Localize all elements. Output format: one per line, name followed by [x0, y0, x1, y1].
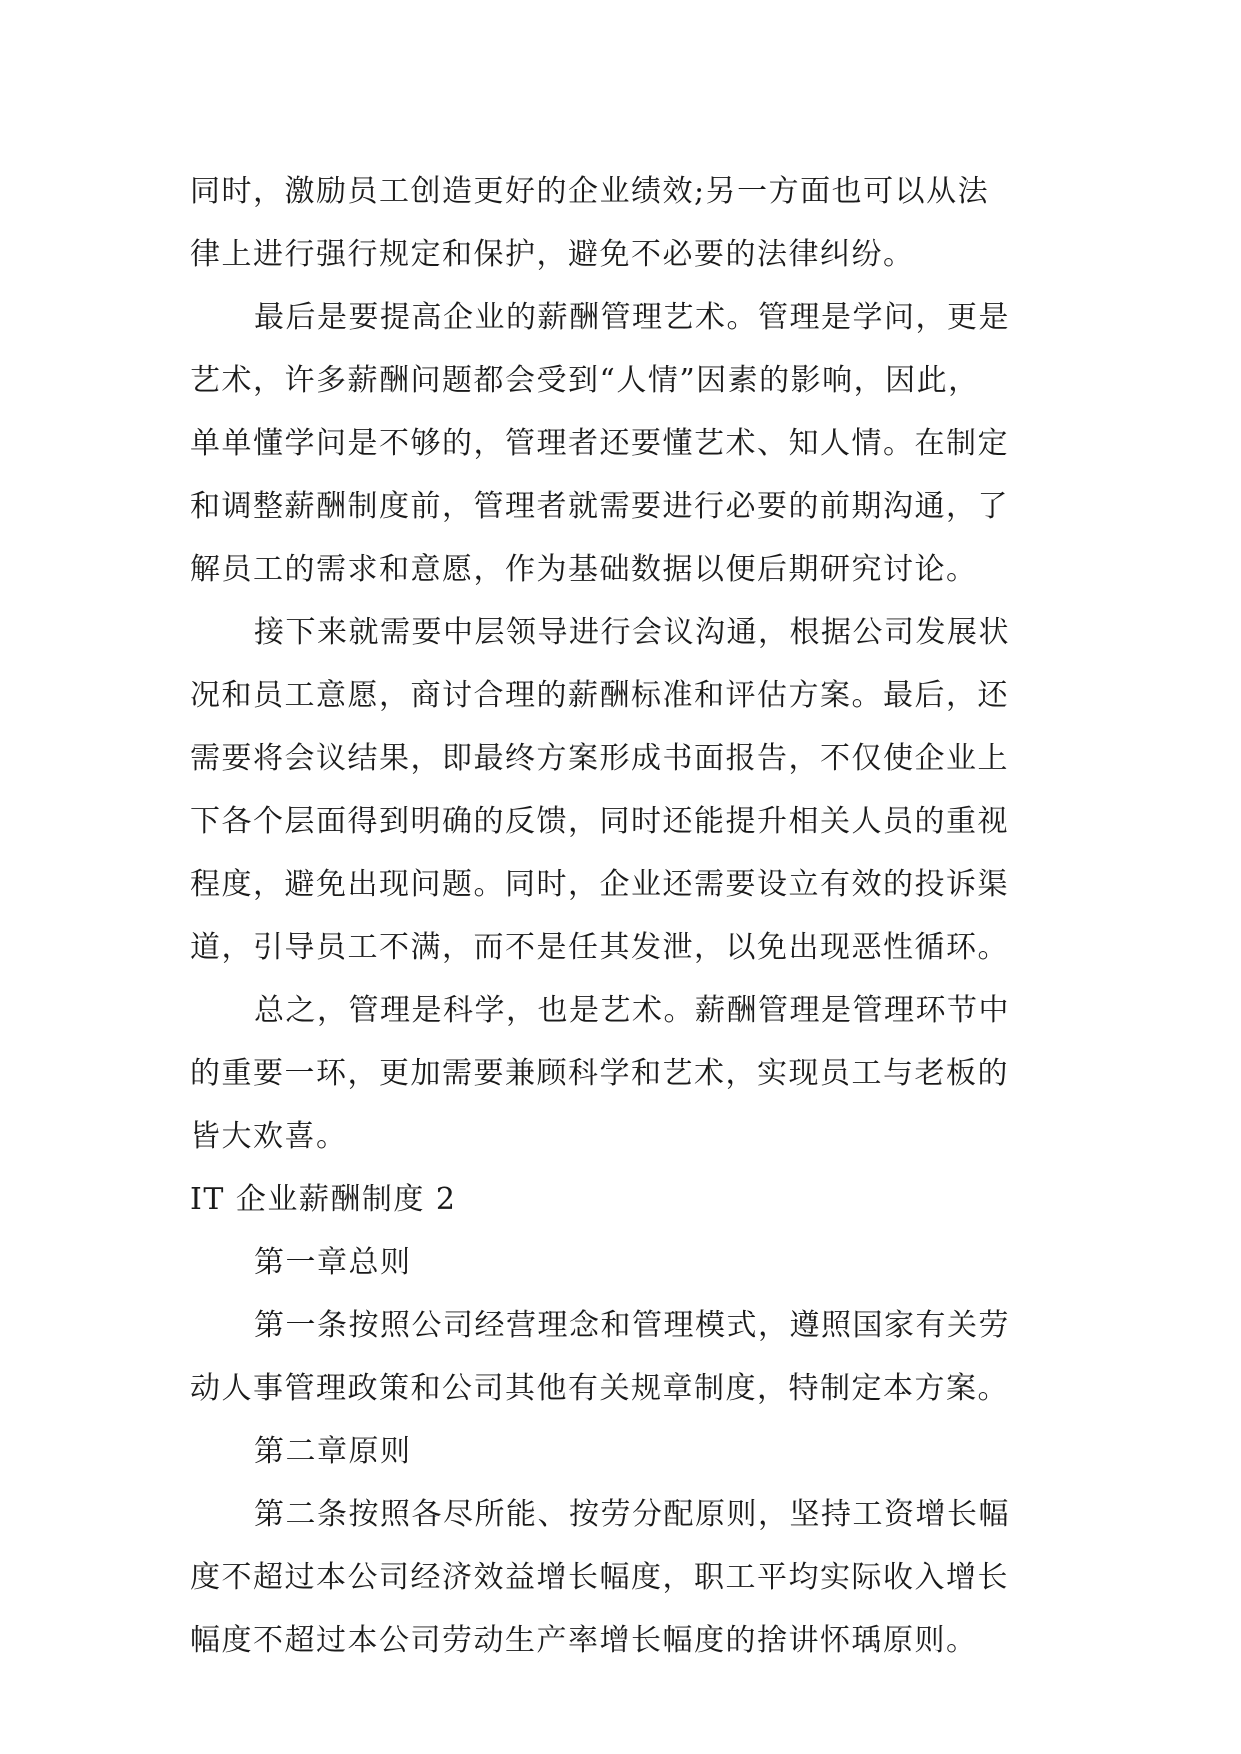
text-line: 动人事管理政策和公司其他有关规章制度，特制定本方案。 [190, 1371, 1009, 1406]
text-line: 第一章总则 [254, 1245, 412, 1280]
text-line: 最后是要提高企业的薪酬管理艺术。管理是学问，更是 [254, 300, 1010, 335]
text-line: 况和员工意愿，商讨合理的薪酬标准和评估方案。最后，还 [190, 678, 1009, 713]
text-line: 第二条按照各尽所能、按劳分配原则，坚持工资增长幅 [254, 1497, 1010, 1532]
text-line: 总之，管理是科学，也是艺术。薪酬管理是管理环节中 [254, 993, 1010, 1028]
text-line: 需要将会议结果，即最终方案形成书面报告，不仅使企业上 [190, 741, 1009, 776]
text-line: 律上进行强行规定和保护，避免不必要的法律纠纷。 [190, 237, 915, 272]
text-line: 解员工的需求和意愿，作为基础数据以便后期研究讨论。 [190, 552, 978, 587]
text-line: 第二章原则 [254, 1434, 412, 1469]
text-line: 的重要一环，更加需要兼顾科学和艺术，实现员工与老板的 [190, 1056, 1009, 1091]
text-line: 皆大欢喜。 [190, 1119, 348, 1154]
text-line: 程度，避免出现问题。同时，企业还需要设立有效的投诉渠 [190, 867, 1009, 902]
text-line: 艺术，许多薪酬问题都会受到“人情”因素的影响，因此， [190, 363, 980, 398]
text-line: 单单懂学问是不够的，管理者还要懂艺术、知人情。在制定 [190, 426, 1009, 461]
text-line: 接下来就需要中层领导进行会议沟通，根据公司发展状 [254, 615, 1010, 650]
text-line: 度不超过本公司经济效益增长幅度，职工平均实际收入增长 [190, 1560, 1009, 1595]
text-line: 幅度不超过本公司劳动生产率增长幅度的捨讲怀瑀原则。 [190, 1623, 978, 1658]
text-line: IT 企业薪酬制度 2 [190, 1182, 457, 1217]
document-page [190, 160, 1060, 1672]
text-line: 和调整薪酬制度前，管理者就需要进行必要的前期沟通，了 [190, 489, 1009, 524]
text-line: 下各个层面得到明确的反馈，同时还能提升相关人员的重视 [190, 804, 1009, 839]
text-line: 同时，激励员工创造更好的企业绩效;另一方面也可以从法 [190, 174, 990, 209]
text-line: 道，引导员工不满，而不是任其发泄，以免出现恶性循环。 [190, 930, 1009, 965]
text-line: 第一条按照公司经营理念和管理模式，遵照国家有关劳 [254, 1308, 1010, 1343]
